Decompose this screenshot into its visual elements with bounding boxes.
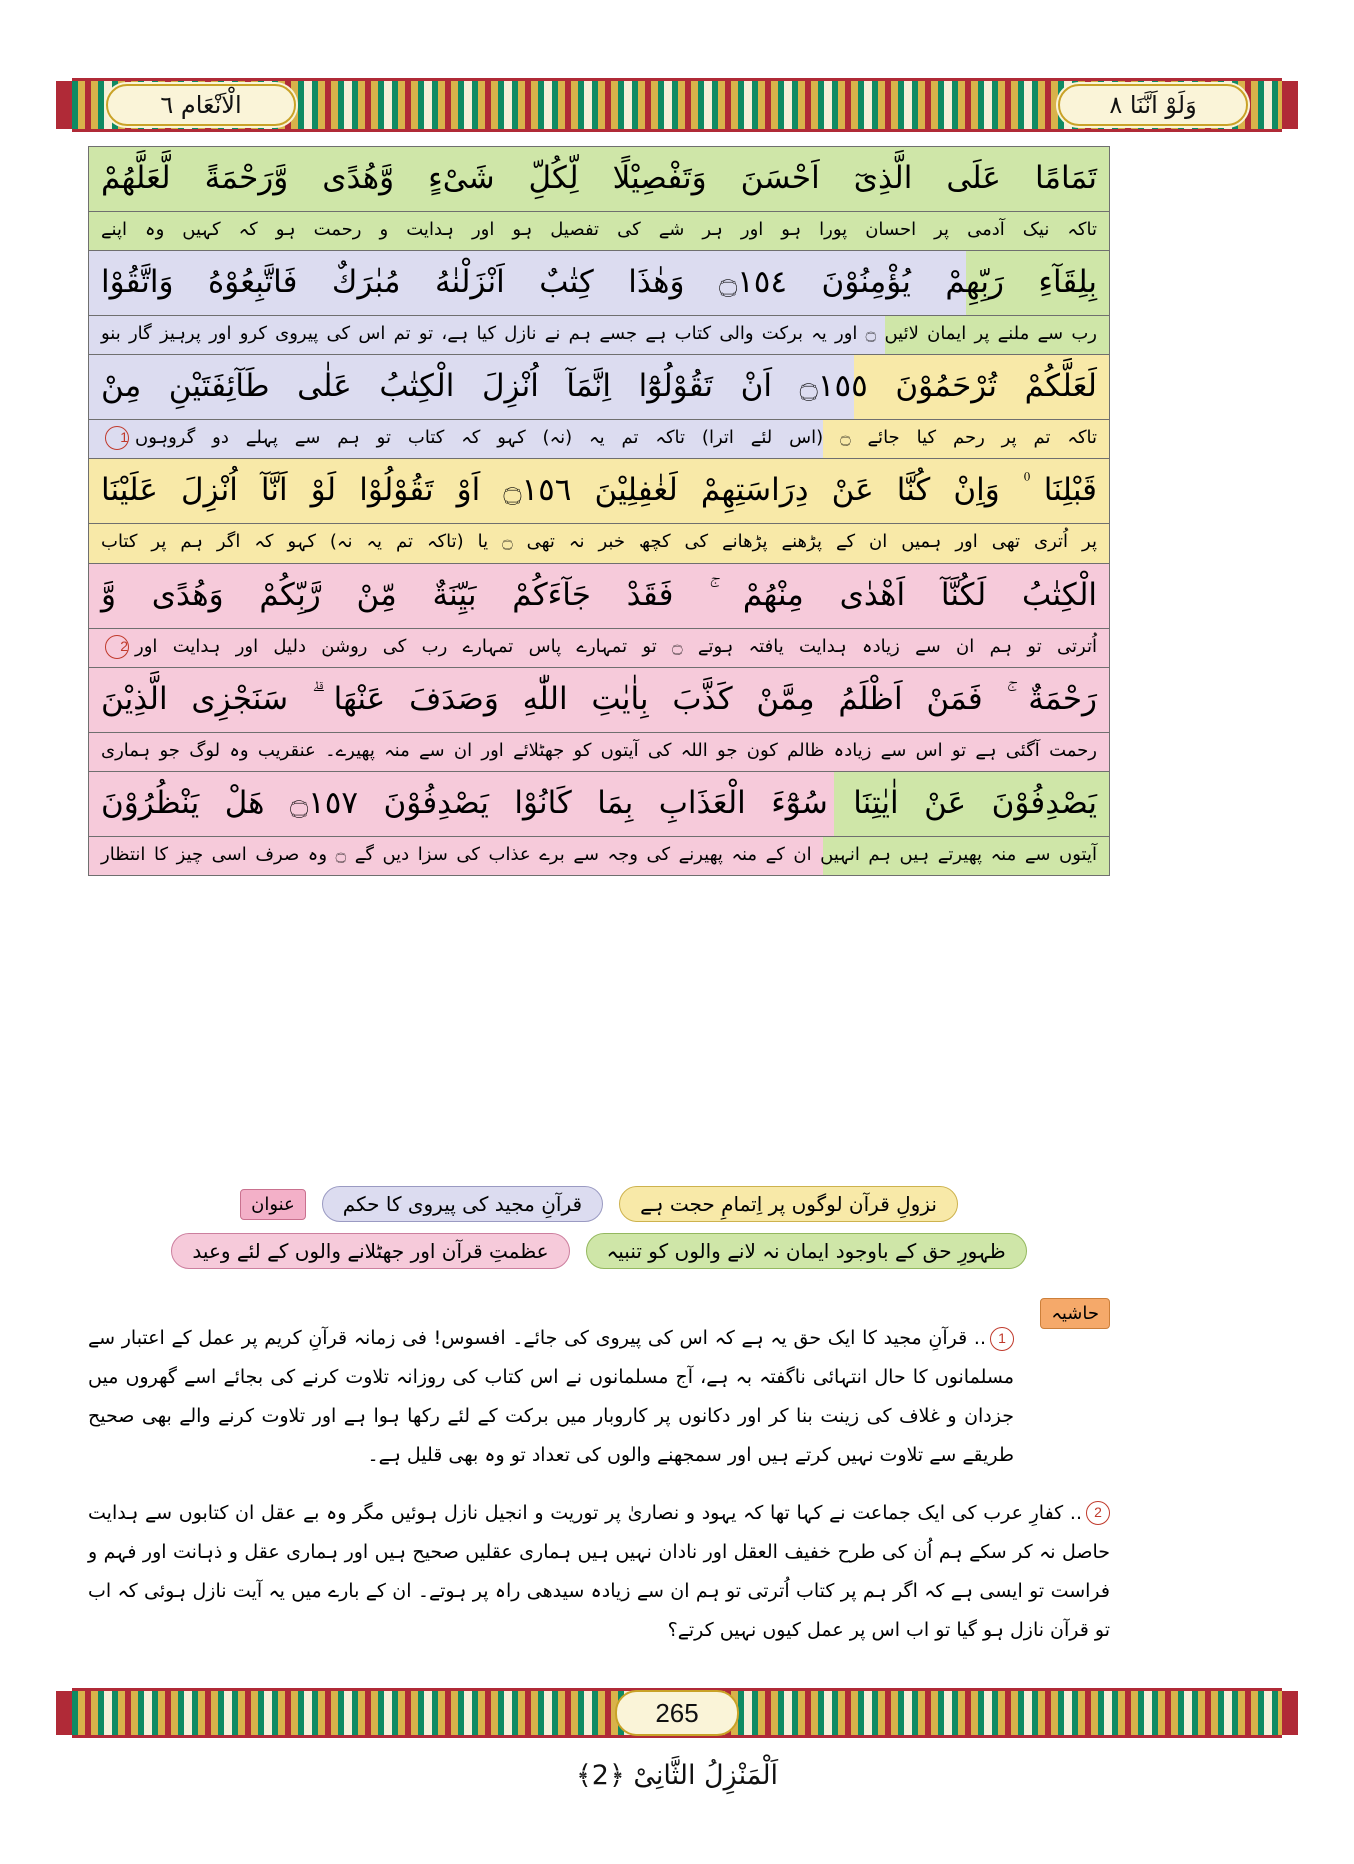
header-ornament-band [72, 78, 1282, 132]
arabic-verse-row [89, 564, 1109, 629]
quran-text-body [88, 146, 1110, 876]
footnote-item [88, 1494, 1110, 1650]
footnote-number: 1 [990, 1327, 1014, 1351]
arabic-verse-text: يَصْدِفُوْنَ عَنْ اٰيٰتِنَا سُوْٓءَ الْعَذَابِ بِمَا كَانُوْا يَصْدِفُوْنَ ۝١٥٧ هَلْ يَنْظُرُوْنَ [101, 784, 1097, 821]
topic-pill-1b: نزولِ قرآن لوگوں پر اِتمامِ حجت ہے [619, 1186, 958, 1222]
arabic-verse-text: تَمَامًا عَلَى الَّذِىٓ اَحْسَنَ وَتَفْصِيْلًا لِّكُلِّ شَىْءٍ وَّهُدًى وَّرَحْمَةً لَّعَلَّهُمْ [101, 160, 1097, 196]
page-number-badge [615, 1690, 739, 1736]
urdu-translation-text: پر اُتری تھی اور ہمیں ان کے پڑھنے پڑھانے کی کچھ خبر نہ تھی ۝ یا (تاکہ تم یہ نہ) کہو کہ اگر ہم پر کتاب [101, 531, 1097, 553]
urdu-translation-row [89, 837, 1109, 875]
footnote-reference-marker[interactable]: 1 [105, 426, 129, 450]
footnote-reference-marker[interactable]: 2 [105, 635, 129, 659]
arabic-verse-row [89, 355, 1109, 420]
urdu-translation-text: تاکہ نیک آدمی پر احسان پورا ہو اور ہر شے کی تفصیل ہو اور ہدایت و رحمت ہو کہ کہیں وہ اپنے [101, 219, 1097, 241]
footnote-text: .. قرآنِ مجید کا ایک حق یہ ہے کہ اس کی پیروی کی جائے۔ افسوس! فی زمانہ قرآنِ کریم پر عمل کے اعتبار سے مسلمانوں کا حال انتہائی ناگفتہ بہ ہے، آج مسلمانوں نے اس کتاب کی روزانہ تلاوت کرنے کی بجائے اسے گھروں میں جزدان و غلاف کی زینت بنا کر اور دکانوں پر کاروبار میں برکت کے لئے رکھا ہوا ہے اور تلاوت کرنے والے بھی صحیح طریقے سے تلاوت نہیں کرتے ہیں اور سمجھنے والوں کی تعداد تو وہ بھی قلیل ہے۔ [88, 1327, 1014, 1466]
urdu-translation-row [89, 316, 1109, 355]
arabic-verse-text: بِلِقَآءِ رَبِّهِمْ يُؤْمِنُوْنَ ۝١٥٤ وَهٰذَا كِتٰبٌ اَنْزَلْنٰهُ مُبٰرَكٌ فَاتَّبِعُوْهُ وَاتَّقُوْا [101, 264, 1097, 301]
topic-pill-1a: قرآنِ مجید کی پیروی کا حکم [322, 1186, 603, 1222]
topic-headings [88, 1186, 1110, 1280]
unwan-tag: عنوان [240, 1189, 306, 1220]
juz-name-label: وَلَوْ اَنَّنَا ٨ [1109, 91, 1197, 119]
arabic-verse-text: الْكِتٰبُ لَكُنَّآ اَهْدٰى مِنْهُمْ ۚ فَقَدْ جَآءَكُمْ بَيِّنَةٌ مِّنْ رَّبِّكُمْ وَهُدًى وَّ [101, 576, 1097, 613]
urdu-translation-row [89, 420, 1109, 459]
urdu-translation-text: آیتوں سے منہ پھیرتے ہیں ہم انہیں ان کے منہ پھیرنے کی وجہ سے برے عذاب کی سزا دیں گے ۝ وہ صرف اسی چیز کا انتظار [101, 843, 1097, 865]
footnotes-section [88, 1300, 1110, 1656]
topic-pill-2b: ظہورِ حق کے باوجود ایمان نہ لانے والوں کو تنبیہ [586, 1233, 1027, 1269]
arabic-verse-row [89, 251, 1109, 316]
arabic-verse-text: قَبْلِنَا ۠ وَاِنْ كُنَّا عَنْ دِرَاسَتِهِمْ لَغٰفِلِيْنَ ۝١٥٦ اَوْ تَقُوْلُوْا لَوْ اَنَّآ اُنْزِلَ عَلَيْنَا [101, 472, 1097, 509]
footnote-text: .. کفارِ عرب کی ایک جماعت نے کہا تھا کہ یہود و نصاریٰ پر توریت و انجیل نازل ہوئیں مگر وہ بے عقل ان کتابوں سے ہدایت حاصل نہ کر سکے ہم اُن کی طرح خفیف العقل اور نادان نہیں ہیں ہماری عقلیں صحیح ہیں اور ہماری عقل و ذہانت اور فہم و فراست تو ایسی ہے کہ اگر ہم پر کتاب اُترتی تو ہم ان سے زیادہ سیدھی راہ پر ہوتے۔ ان کے بارے میں یہ آیت نازل ہوئی کہ اب تو قرآن نازل ہو گیا تو اب اس پر عمل کیوں نہیں کرتے؟ [88, 1501, 1110, 1641]
arabic-verse-row [89, 147, 1109, 212]
hashiya-tag: حاشیہ [1040, 1298, 1110, 1329]
manzil-label: اَلْمَنْزِلُ الثَّانِیْ ﴿2﴾ [575, 1760, 779, 1791]
urdu-translation-row [89, 212, 1109, 251]
juz-name-cartouche [1058, 84, 1248, 126]
footnote-item [88, 1319, 1110, 1475]
arabic-verse-text: رَحْمَةٌ ۚ فَمَنْ اَظْلَمُ مِمَّنْ كَذَّبَ بِاٰيٰتِ اللّٰهِ وَصَدَفَ عَنْهَا ۗ سَنَجْزِى الَّذِيْنَ [101, 680, 1097, 717]
urdu-translation-text: رب سے ملنے پر ایمان لائیں ۝ اور یہ برکت والی کتاب ہے جسے ہم نے نازل کیا ہے، تو تم اس کی پیروی کرو اور پرہیز گار بنو [101, 323, 1098, 345]
urdu-translation-text: اُترتی تو ہم ان سے زیادہ ہدایت یافتہ ہوتے ۝ تو تمہارے پاس تمہارے رب کی روشن دلیل اور ہدایت اور2 [101, 634, 1097, 660]
topic-pill-2a: عظمتِ قرآن اور جھٹلانے والوں کے لئے وعید [171, 1233, 569, 1269]
arabic-verse-row [89, 668, 1109, 733]
topic-row-2 [88, 1233, 1110, 1269]
footnote-number: 2 [1086, 1501, 1110, 1525]
urdu-translation-text: تاکہ تم پر رحم کیا جائے ۝ (اس لئے اترا) تاکہ تم یہ (نہ) کہو کہ کتاب تو ہم سے پہلے دو گروہوں1 [101, 425, 1097, 451]
urdu-translation-row [89, 524, 1109, 563]
arabic-verse-row [89, 772, 1109, 837]
urdu-translation-text: رحمت آگئی ہے تو اس سے زیادہ ظالم کون جو اللہ کی آیتوں کو جھٹلائے اور ان سے منہ پھیرے۔ عنقریب وہ لوگ جو ہماری [101, 739, 1097, 761]
arabic-verse-row [89, 459, 1109, 524]
topic-row-1 [88, 1186, 1110, 1222]
surah-name-label: الْاَنْعَام ٦ [160, 91, 242, 119]
surah-name-cartouche [106, 84, 296, 126]
urdu-translation-row [89, 733, 1109, 772]
page-number: 265 [655, 1697, 699, 1728]
arabic-verse-text: لَعَلَّكُمْ تُرْحَمُوْنَ ۝١٥٥ اَنْ تَقُوْلُوْٓا اِنَّمَآ اُنْزِلَ الْكِتٰبُ عَلٰى طَآئِفَتَيْنِ مِنْ [101, 368, 1097, 405]
urdu-translation-row [89, 629, 1109, 668]
